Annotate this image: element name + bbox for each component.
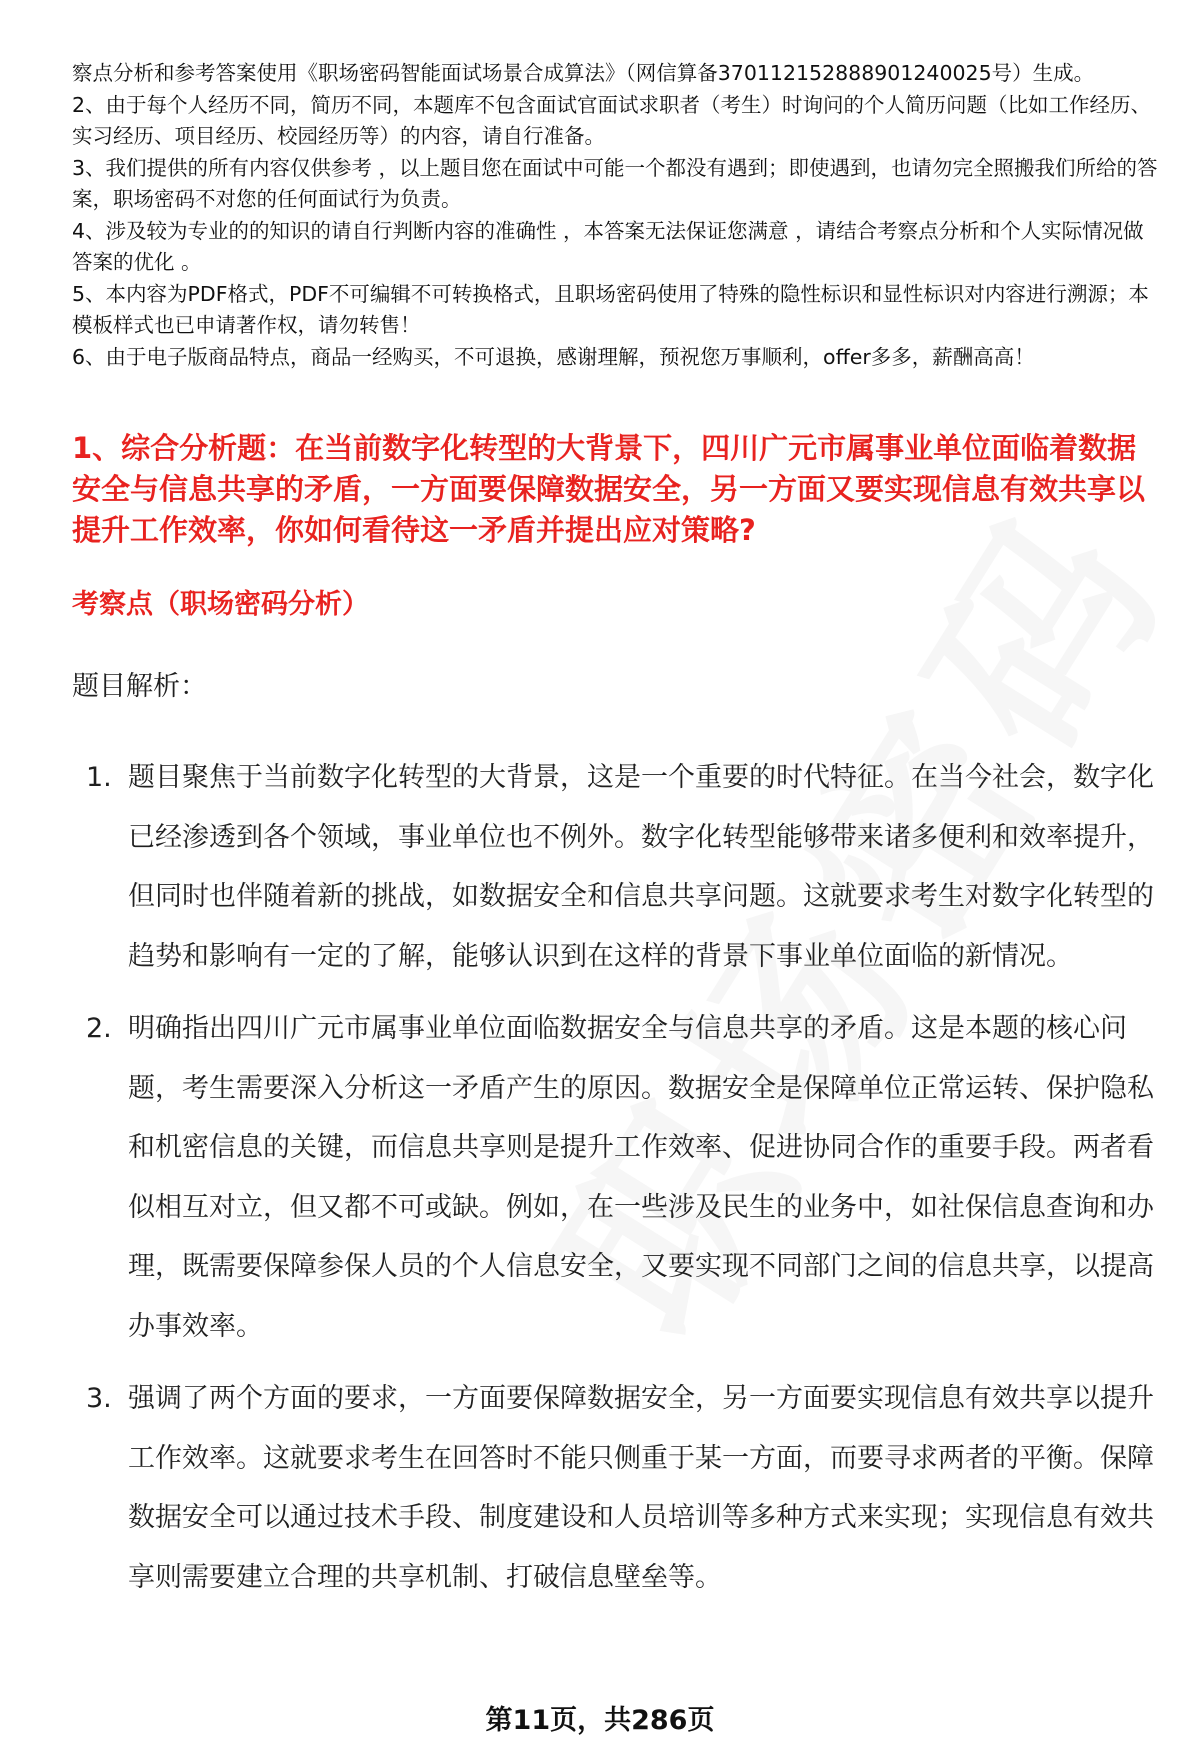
note-item: 6、由于电子版商品特点，商品一经购买，不可退换，感谢理解，预祝您万事顺利，offer多多，薪酬高高！ xyxy=(72,344,1035,369)
list-item-number: 2. xyxy=(86,1013,112,1044)
analysis-list xyxy=(72,748,1162,1620)
note-item: 2、由于每个人经历不同，简历不同，本题库不包含面试官面试求职者（考生）时询问的个人简历问题（比如工作经历、实习经历、项目经历、校园经历等）的内容，请自行准备。 xyxy=(72,92,1152,148)
note-item: 3、我们提供的所有内容仅供参考 ，以上题目您在面试中可能一个都没有遇到；即使遇到，也请勿完全照搬我们所给的答案，职场密码不对您的任何面试行为负责。 xyxy=(72,155,1158,211)
list-item-number: 1. xyxy=(86,762,112,793)
section-title: 考察点（职场密码分析） xyxy=(72,589,369,620)
page-footer: 第11页，共286页 xyxy=(485,1705,715,1736)
list-item-number: 3. xyxy=(86,1383,112,1414)
note-item: 5、本内容为PDF格式，PDF不可编辑不可转换格式，且职场密码使用了特殊的隐性标识和显性标识对内容进行溯源；本模板样式也已申请著作权，请勿转售！ xyxy=(72,281,1149,337)
note-item: 察点分析和参考答案使用《职场密码智能面试场景合成算法》（网信算备370112152888901240025号）生成。 xyxy=(72,61,1095,85)
list-item xyxy=(72,748,1162,986)
list-item xyxy=(72,999,1162,1356)
note-item: 4、涉及较为专业的的知识的请自行判断内容的准确性 ，本答案无法保证您满意 ，请结合考察点分析和个人实际情况做答案的优化 。 xyxy=(72,218,1144,274)
question-heading: 1、综合分析题：在当前数字化转型的大背景下，四川广元市属事业单位面临着数据安全与信息共享的矛盾，一方面要保障数据安全，另一方面又要实现信息有效共享以提升工作效率，你如何看待这一矛盾并提出应对策略? xyxy=(72,431,1146,547)
list-item xyxy=(72,1369,1162,1607)
list-item-text: 明确指出四川广元市属事业单位面临数据安全与信息共享的矛盾。这是本题的核心问题，考生需要深入分析这一矛盾产生的原因。数据安全是保障单位正常运转、保护隐私和机密信息的关键，而信息共享则是提升工作效率、促进协同合作的重要手段。两者看似相互对立，但又都不可或缺。例如，在一些涉及民生的业务中，如社保信息查询和办理，既需要保障参保人员的个人信息安全，又要实现不同部门之间的信息共享，以提高办事效率。 xyxy=(128,1013,1154,1342)
disclaimer-notes xyxy=(72,58,1162,373)
list-item-text: 强调了两个方面的要求，一方面要保障数据安全，另一方面要实现信息有效共享以提升工作效率。这就要求考生在回答时不能只侧重于某一方面，而要寻求两者的平衡。保障数据安全可以通过技术手段、制度建设和人员培训等多种方式来实现；实现信息有效共享则需要建立合理的共享机制、打破信息壁垒等。 xyxy=(128,1383,1154,1593)
analysis-label: 题目解析： xyxy=(72,671,207,702)
list-item-text: 题目聚焦于当前数字化转型的大背景，这是一个重要的时代特征。在当今社会，数字化已经渗透到各个领域，事业单位也不例外。数字化转型能够带来诸多便利和效率提升，但同时也伴随着新的挑战，如数据安全和信息共享问题。这就要求考生对数字化转型的趋势和影响有一定的了解，能够认识到在这样的背景下事业单位面临的新情况。 xyxy=(128,762,1154,972)
